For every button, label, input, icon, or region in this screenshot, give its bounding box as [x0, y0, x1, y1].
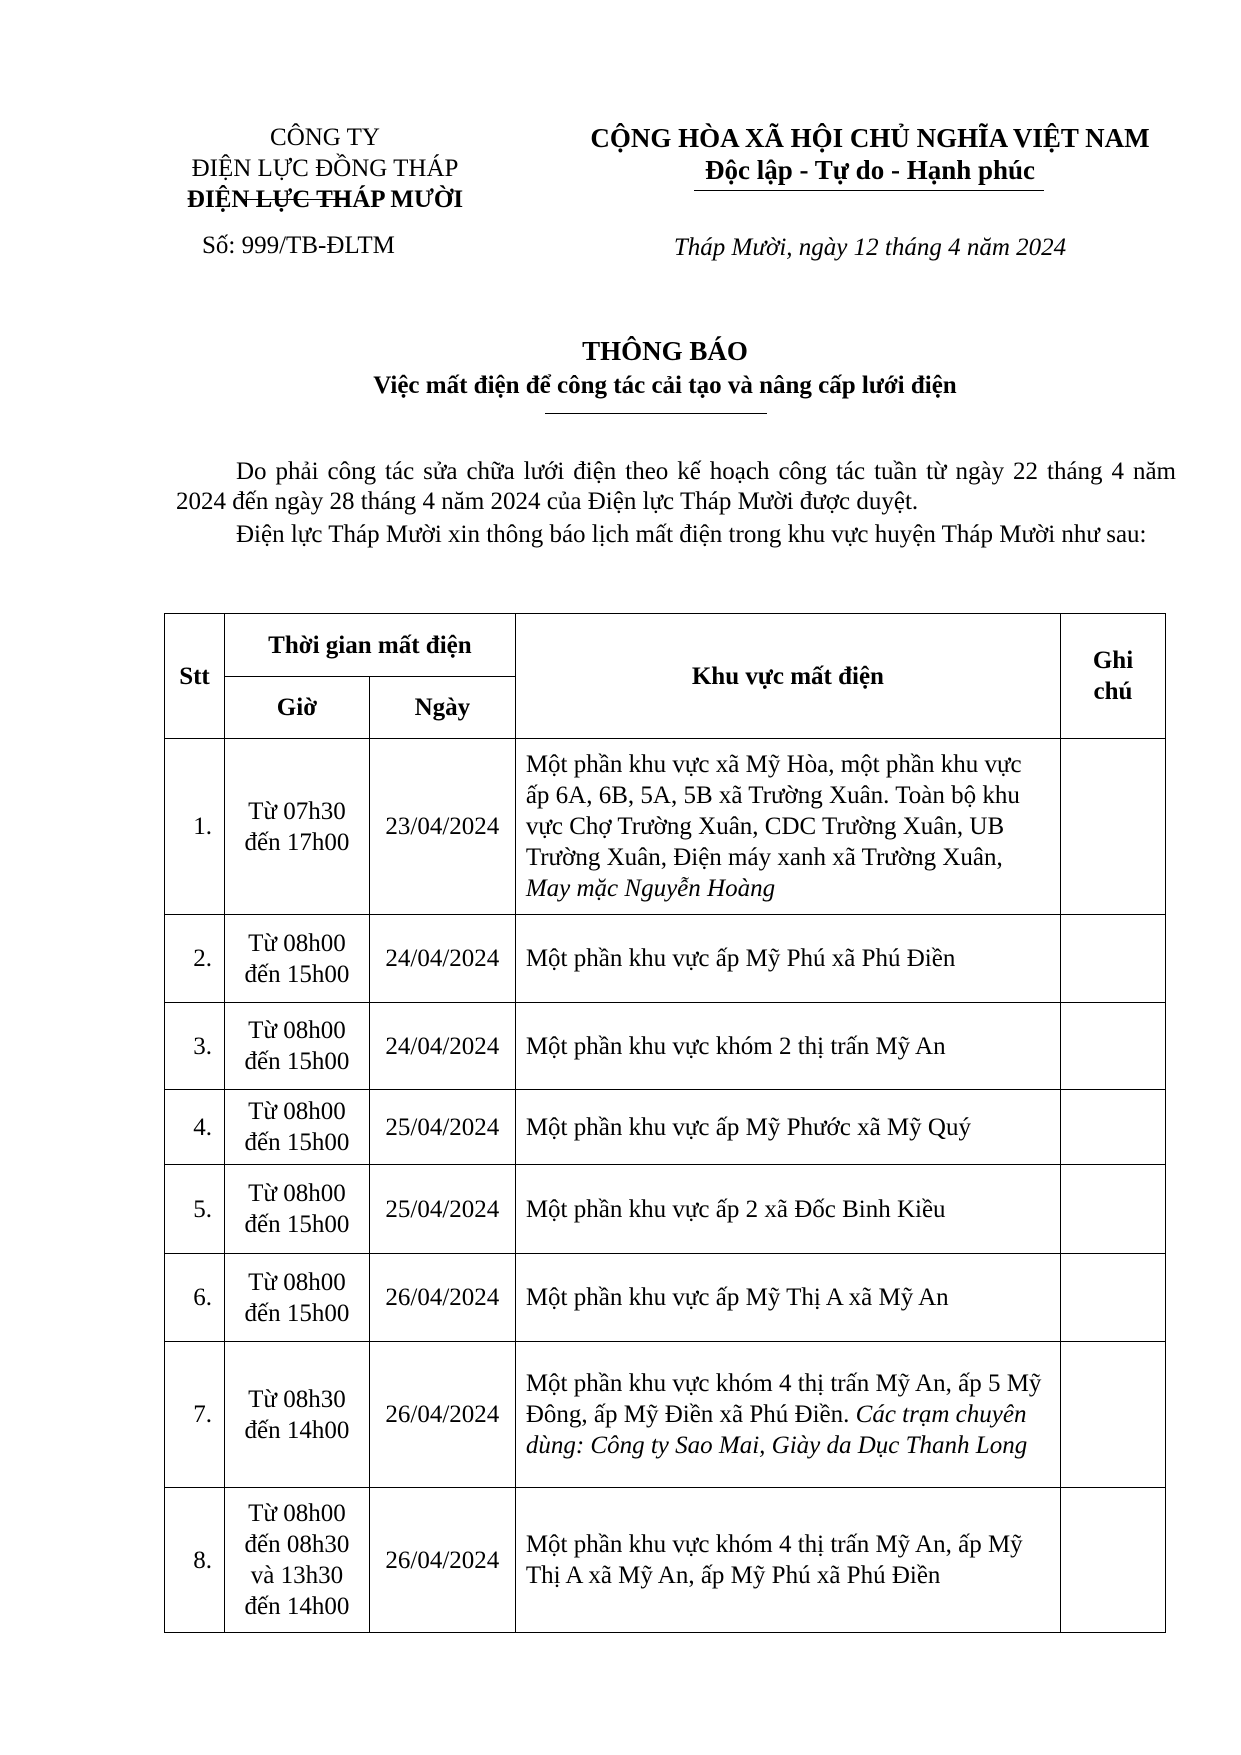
row-time: Từ 07h30 đến 17h00 [224, 739, 369, 915]
row-stt: 1. [165, 739, 225, 915]
header-note: Ghi chú [1061, 614, 1166, 739]
row-area: Một phần khu vực ấp Mỹ Phước xã Mỹ Quý [515, 1090, 1060, 1165]
row-area: Một phần khu vực ấp 2 xã Đốc Binh Kiều [515, 1165, 1060, 1254]
row-time: Từ 08h00 đến 08h30 và 13h30 đến 14h00 [224, 1488, 369, 1633]
header-area: Khu vực mất điện [515, 614, 1060, 739]
row-time: Từ 08h00 đến 15h00 [224, 1165, 369, 1254]
row-area: Một phần khu vực ấp Mỹ Phú xã Phú Điền [515, 915, 1060, 1003]
row-time: Từ 08h00 đến 15h00 [224, 1090, 369, 1165]
row-stt: 8. [165, 1488, 225, 1633]
row-note [1061, 1003, 1166, 1090]
org-line-2: ĐIỆN LỰC ĐỒNG THÁP [191, 155, 459, 182]
intro-paragraph-1: Do phải công tác sửa chữa lưới điện theo kế hoạch công tác tuần từ ngày 22 tháng 4 năm 2024 đến ngày 28 tháng 4 năm 2024 của Điện lực Tháp Mười được duyệt. [176, 458, 1176, 515]
header-stt: Stt [165, 614, 225, 739]
issuing-organization [150, 122, 500, 215]
row-date: 26/04/2024 [369, 1254, 515, 1342]
place-and-date: Tháp Mười, ngày 12 tháng 4 năm 2024 [673, 234, 1067, 261]
row-note [1061, 1342, 1166, 1488]
header-hour: Giờ [224, 677, 369, 739]
org-line-3: ĐIỆN LỰC THÁP MƯỜI [186, 186, 464, 213]
header-time-group: Thời gian mất điện [224, 614, 515, 677]
row-note [1061, 1254, 1166, 1342]
row-note [1061, 1090, 1166, 1165]
row-stt: 3. [165, 1003, 225, 1090]
table-row [165, 739, 1166, 915]
row-date: 25/04/2024 [369, 1165, 515, 1254]
document-number: Số: 999/TB-ĐLTM [202, 232, 395, 259]
row-date: 26/04/2024 [369, 1488, 515, 1633]
row-time: Từ 08h00 đến 15h00 [224, 1003, 369, 1090]
row-time: Từ 08h00 đến 15h00 [224, 915, 369, 1003]
row-note [1061, 1165, 1166, 1254]
intro-paragraph-2: Điện lực Tháp Mười xin thông báo lịch mất điện trong khu vực huyện Tháp Mười như sau: [236, 521, 1147, 548]
row-date: 25/04/2024 [369, 1090, 515, 1165]
row-area: Một phần khu vực xã Mỹ Hòa, một phần khu vực ấp 6A, 6B, 5A, 5B xã Trường Xuân. Toàn bộ khu vực Chợ Trường Xuân, CDC Trường Xuân, UB Trường Xuân, Điện máy xanh xã Trường Xuân, May mặc Nguyễn Hoàng [515, 739, 1060, 915]
row-area: Một phần khu vực khóm 4 thị trấn Mỹ An, ấp Mỹ Thị A xã Mỹ An, ấp Mỹ Phú xã Phú Điền [515, 1488, 1060, 1633]
title-underline [545, 413, 767, 414]
national-header [560, 122, 1180, 186]
row-date: 23/04/2024 [369, 739, 515, 915]
table-row [165, 915, 1166, 1003]
row-stt: 6. [165, 1254, 225, 1342]
document-subtitle: Việc mất điện để công tác cải tạo và nâng cấp lưới điện [373, 372, 957, 399]
table-row [165, 1254, 1166, 1342]
org-line-1: CÔNG TY [270, 124, 380, 151]
table-row [165, 1488, 1166, 1633]
row-date: 24/04/2024 [369, 1003, 515, 1090]
row-stt: 7. [165, 1342, 225, 1488]
row-note [1061, 739, 1166, 915]
document-title: THÔNG BÁO [582, 336, 748, 366]
row-time: Từ 08h30 đến 14h00 [224, 1342, 369, 1488]
table-row [165, 1342, 1166, 1488]
row-note [1061, 1488, 1166, 1633]
row-time: Từ 08h00 đến 15h00 [224, 1254, 369, 1342]
country-name: CỘNG HÒA XÃ HỘI CHỦ NGHĨA VIỆT NAM [590, 123, 1150, 153]
header-date: Ngày [369, 677, 515, 739]
row-date: 24/04/2024 [369, 915, 515, 1003]
table-row [165, 1090, 1166, 1165]
national-motto: Độc lập - Tự do - Hạnh phúc [704, 155, 1036, 185]
outage-schedule-table [164, 613, 1166, 1633]
org-underline [243, 199, 349, 200]
row-stt: 2. [165, 915, 225, 1003]
row-area: Một phần khu vực ấp Mỹ Thị A xã Mỹ An [515, 1254, 1060, 1342]
table-row [165, 1165, 1166, 1254]
table-row [165, 1003, 1166, 1090]
row-area: Một phần khu vực khóm 4 thị trấn Mỹ An, ấp 5 Mỹ Đông, ấp Mỹ Điền xã Phú Điền. Các trạm chuyên dùng: Công ty Sao Mai, Giày da Dục Thanh Long [515, 1342, 1060, 1488]
row-stt: 4. [165, 1090, 225, 1165]
row-note [1061, 915, 1166, 1003]
row-stt: 5. [165, 1165, 225, 1254]
row-area: Một phần khu vực khóm 2 thị trấn Mỹ An [515, 1003, 1060, 1090]
row-date: 26/04/2024 [369, 1342, 515, 1488]
motto-underline [694, 190, 1044, 191]
